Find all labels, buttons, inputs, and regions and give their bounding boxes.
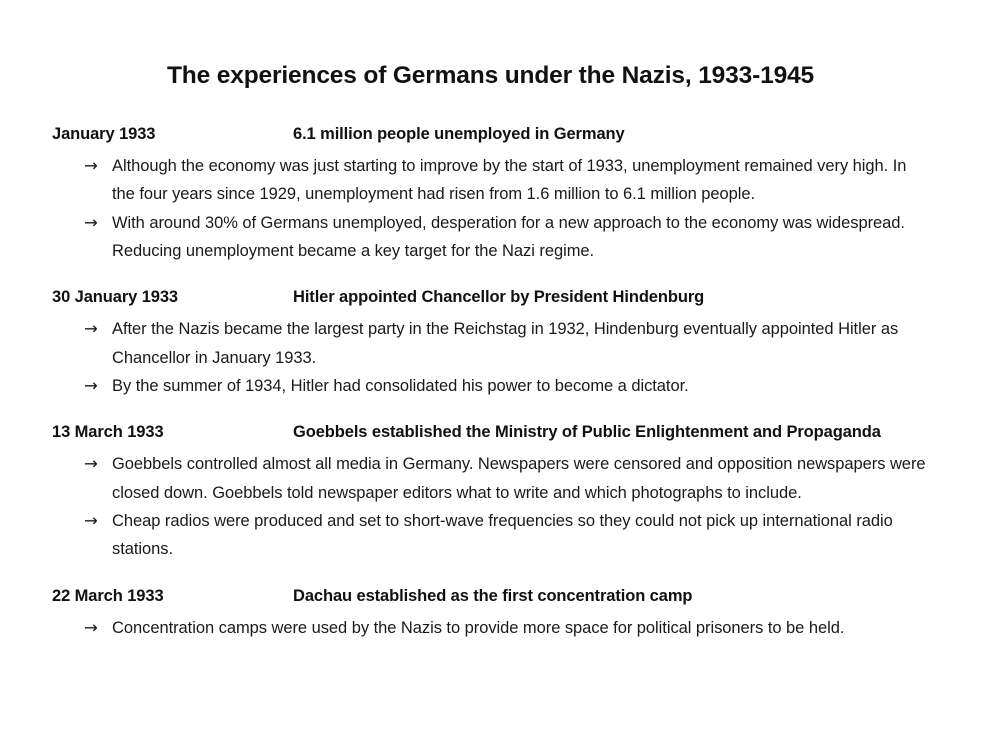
bullet-text: Goebbels controlled almost all media in Germany. Newspapers were censored and opposition newspapers were closed down. Goebbels told newspaper editors what to write and which photographs to include. [112,455,926,502]
timeline-entry-list [52,124,932,642]
timeline-entry [52,422,932,563]
bullet-text: Concentration camps were used by the Nazis to provide more space for political prisoners to be held. [112,618,845,637]
bullet-item [52,507,932,564]
entry-heading: 6.1 million people unemployed in Germany [293,125,625,143]
bullet-text: Cheap radios were produced and set to short-wave frequencies so they could not pick up international radio stations. [112,511,893,559]
bullet-text: After the Nazis became the largest party in the Reichstag in 1932, Hindenburg eventually appointed Hitler as Chancellor in January 1933. [112,320,899,367]
bullet-item [52,614,932,642]
timeline-entry [52,124,932,265]
bullet-item [52,315,932,372]
arrow-right-icon: → [84,617,98,637]
entry-bullet-list [52,614,932,642]
bullet-item [52,152,932,209]
entry-bullet-list [52,450,932,564]
entry-date: January 1933 [52,125,156,143]
arrow-right-icon: → [84,155,98,175]
bullet-text: By the summer of 1934, Hitler had consolidated his power to become a dictator. [112,376,689,395]
arrow-right-icon: → [84,375,98,395]
timeline-entry [52,287,932,400]
arrow-right-icon: → [84,319,98,339]
bullet-item [52,450,932,507]
bullet-item [52,209,932,266]
entry-date: 30 January 1933 [52,288,179,307]
entry-date: 22 March 1933 [52,586,164,605]
bullet-item [52,372,932,400]
entry-header [52,124,932,146]
entry-heading: Goebbels established the Ministry of Public Enlightenment and Propaganda [293,423,881,442]
bullet-text: With around 30% of Germans unemployed, desperation for a new approach to the economy was widespread. Reducing unemployment became a key target for the Nazi regime. [112,213,905,260]
entry-header [52,586,932,608]
entry-heading: Hitler appointed Chancellor by President Hindenburg [293,288,705,307]
entry-heading: Dachau established as the first concentration camp [293,586,693,605]
arrow-right-icon: → [84,454,98,474]
entry-bullet-list [52,152,932,266]
arrow-right-icon: → [84,510,98,530]
bullet-text: Although the economy was just starting to improve by the start of 1933, unemployment remained very high. In the four years since 1929, unemployment had risen from 1.6 million to 6.1 million people. [112,156,907,204]
entry-header [52,287,932,309]
entry-bullet-list [52,315,932,400]
timeline-entry [52,586,932,642]
arrow-right-icon: → [84,212,98,232]
entry-header [52,422,932,444]
entry-date: 13 March 1933 [52,423,164,442]
page-title: The experiences of Germans under the Nazis, 1933-1945 [166,62,815,90]
